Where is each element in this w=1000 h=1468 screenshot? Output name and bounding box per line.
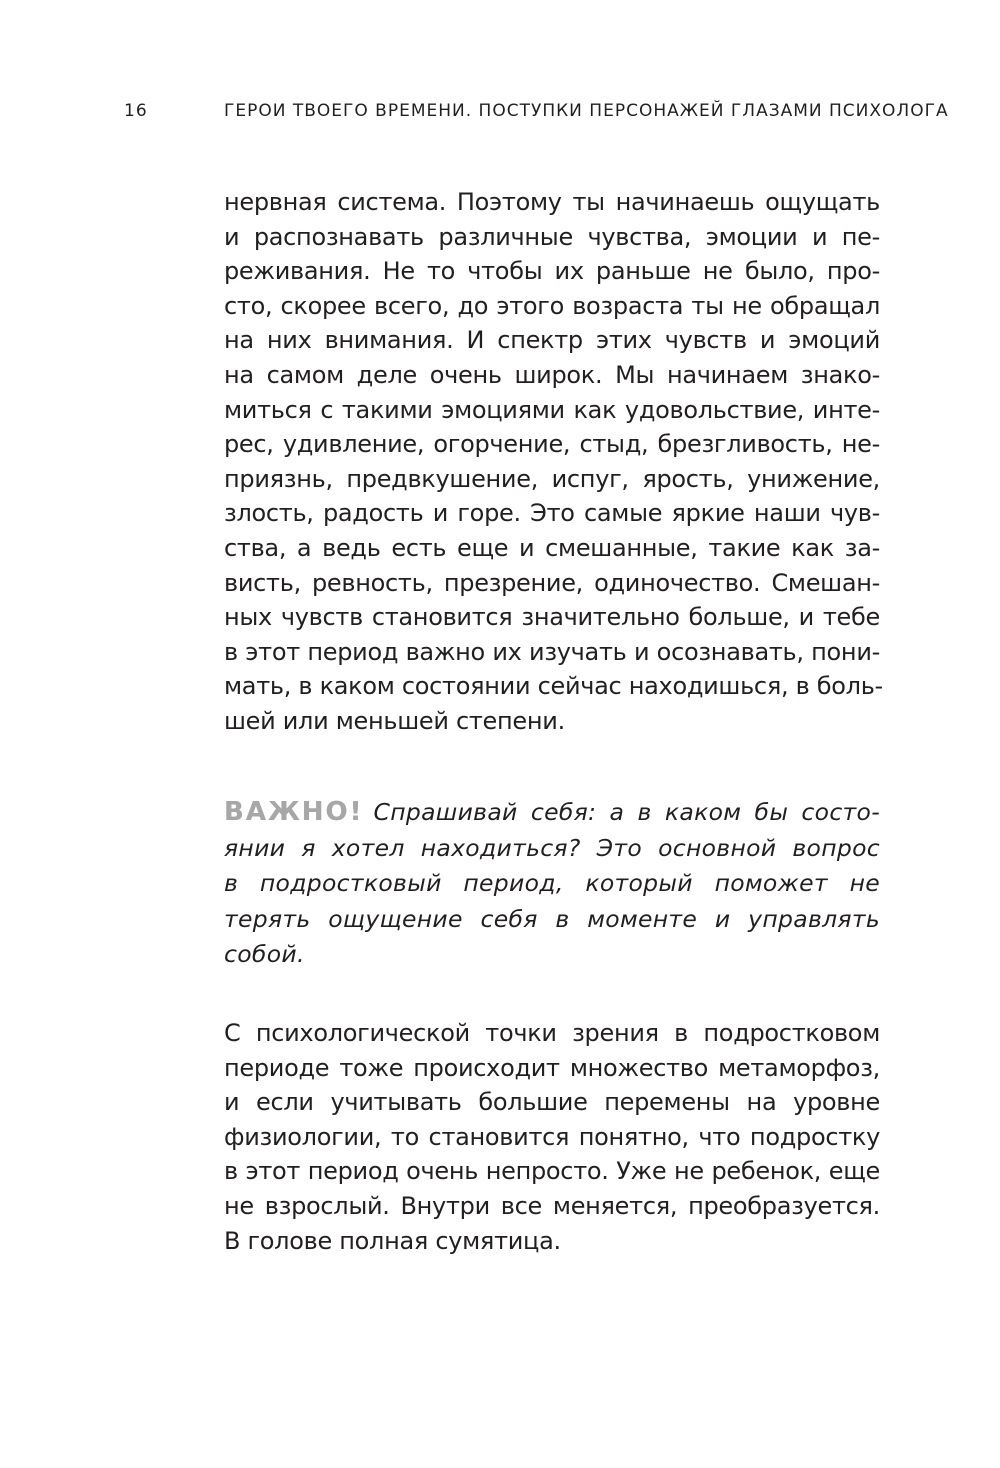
text-line: ства, а ведь есть еще и смешанные, такие как за- — [224, 533, 880, 562]
text-line: в этот период важно их изучать и осознавать, пони- — [224, 637, 880, 666]
text-line: собой. — [224, 940, 305, 968]
text-line: миться с такими эмоциями как удовольствие, инте- — [224, 395, 880, 424]
text-line: на них внимания. И спектр этих чувств и эмоций — [224, 326, 880, 355]
text-line: шей или меньшей степени. — [224, 706, 565, 735]
text-line: В голове полная сумятица. — [224, 1226, 561, 1255]
text-line: реживания. Не то чтобы их раньше не было, про- — [224, 257, 880, 286]
paragraph-3 — [224, 1016, 880, 1258]
book-title: ГЕРОИ ТВОЕГО ВРЕМЕНИ. ПОСТУПКИ ПЕРСОНАЖЕЙ ГЛАЗАМИ ПСИХОЛОГА — [224, 101, 949, 121]
text-line: висть, ревность, презрение, одиночество. Смешан- — [224, 568, 880, 597]
important-label-text: ВАЖНО! — [224, 797, 364, 827]
text-line: не взрослый. Внутри все меняется, преобразуется. — [224, 1191, 880, 1220]
running-header — [0, 101, 1000, 127]
text-line: периоде тоже происходит множество метаморфоз, — [224, 1053, 880, 1082]
text-line: физиологии, то становится понятно, что подростку — [224, 1122, 880, 1151]
important-label — [224, 795, 364, 831]
text-line: приязнь, предвкушение, испуг, ярость, унижение, — [224, 464, 880, 493]
text-line: и если учитывать большие перемены на уровне — [224, 1088, 880, 1117]
text-line: на самом деле очень широк. Мы начинаем знако- — [224, 360, 880, 389]
text-line: С психологической точки зрения в подростковом — [224, 1019, 880, 1047]
text-line: рес, удивление, огорчение, стыд, брезгливость, не- — [224, 430, 880, 459]
text-line: сто, скорее всего, до этого возраста ты не обращал — [224, 291, 880, 320]
page-number: 16 — [124, 101, 148, 121]
text-line: нервная система. Поэтому ты начинаешь ощущать — [224, 188, 880, 216]
text-line: Спрашивай себя: а в каком бы состо- — [373, 798, 880, 826]
text-line: мать, в каком состоянии сейчас находишься, в боль- — [224, 672, 883, 701]
text-line: ных чувств становится значительно больше, и тебе — [224, 603, 880, 632]
callout-first-line — [224, 795, 880, 831]
text-line: янии я хотел находиться? Это основной вопрос — [224, 833, 880, 862]
paragraph-1 — [224, 185, 883, 739]
text-line: в этот период очень непросто. Уже не ребенок, еще — [224, 1157, 880, 1186]
text-line: в подростковый период, который поможет не — [224, 869, 880, 897]
text-line: и распознавать различные чувства, эмоции и пе- — [224, 222, 880, 251]
text-line: терять ощущение себя в моменте и управлять — [224, 904, 880, 933]
text-line: злость, радость и горе. Это самые яркие наши чув- — [224, 499, 880, 528]
important-callout — [224, 795, 880, 973]
